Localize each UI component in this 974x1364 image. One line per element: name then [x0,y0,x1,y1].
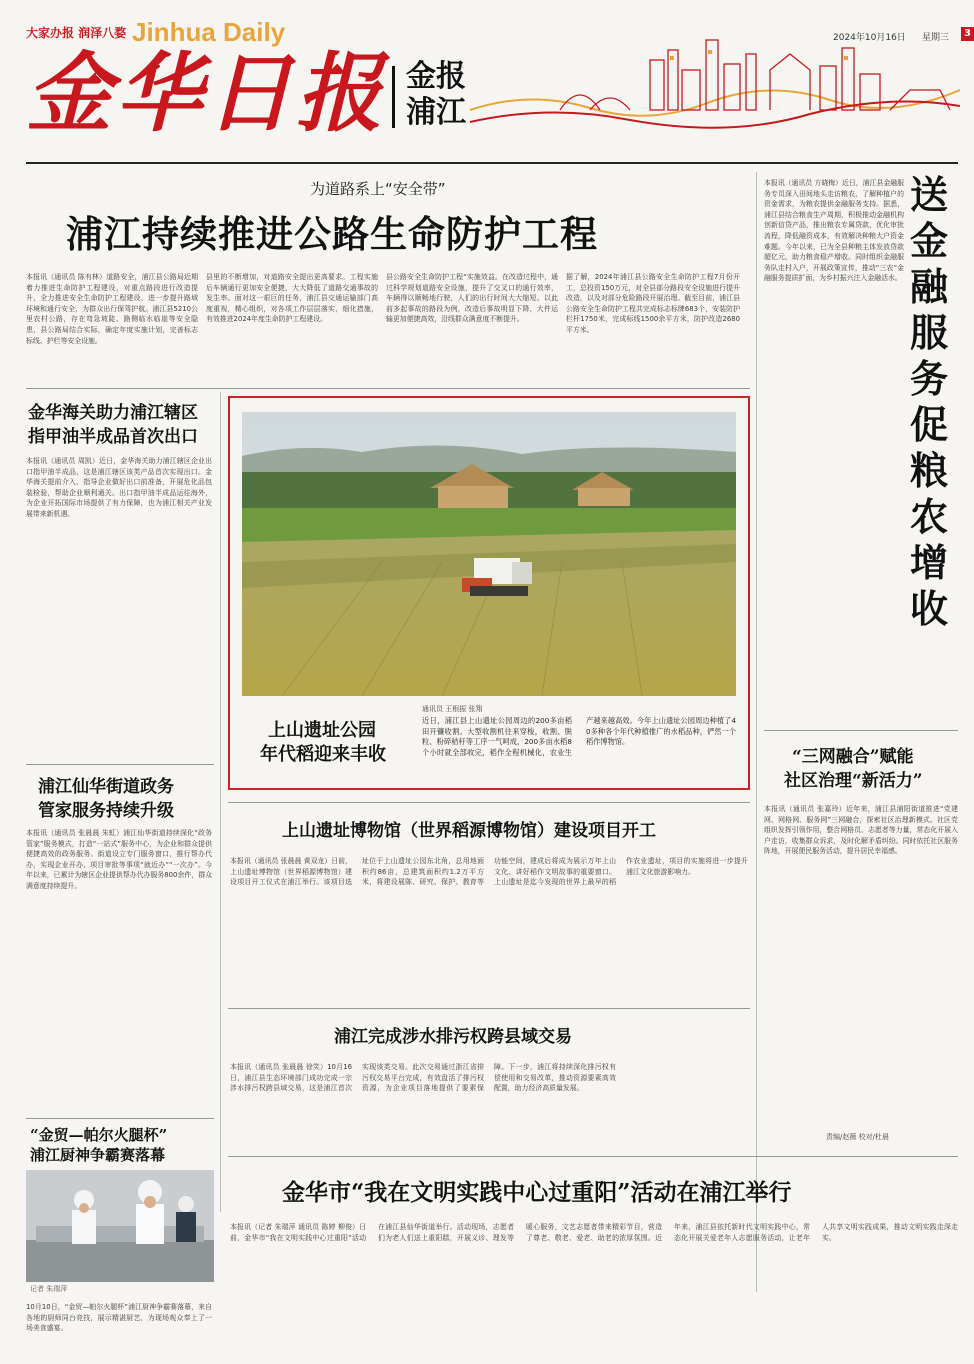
feature-box [228,396,750,790]
right-b-title-1: “三网融合”赋能 [792,747,914,767]
bottom-headline: 金华市“我在文明实践中心过重阳”活动在浦江举行 [282,1179,792,1206]
page-number-badge [961,27,974,41]
lead-col-2: 县里的不断增加，对道路安全提出更高要求。工程实施后车辆通行更加安全便捷，大大降低了道路交通事故的发生率。面对这一艰巨的任务，浦江县交通运输部门高度重视，精心组织，对各项工作层层落实，细化措施，有效推进2024年度生命防护工程建设。 [206,273,378,324]
edition-name-line2: 浦江 [406,95,466,130]
right-b-title-2: 社区治理“新活力” [784,771,923,791]
lead-col-3: 县公路安全生命防护工程“实施效益。在改造过程中，通过科学规划道路安全设施，提升了交叉口的通行效率，车辆得以顺畅地行驶，人们的出行时间大大缩短。以此前多起事故的路段为例，改造后事故明显下降，大件运输更加便捷高效，沿线群众满意度不断提升。 [386,273,558,324]
feature-title-1: 上山遗址公园 [268,720,376,741]
left-a-title-1: 金华海关助力浦江辖区 [28,403,198,423]
page-number: 3 [964,28,971,39]
left-b-rule [26,1118,214,1119]
sewage-headline: 浦江完成涉水排污权跨县域交易 [334,1027,572,1047]
paper-name-logo: 金华日报 [26,43,386,144]
left-a-body: 本报讯（通讯员 周凯）近日，金华海关助力浦江辖区企业出口指甲油半成品，这是浦江辖区该类产品首次实现出口。金华海关提前介入，指导企业做好出口前准备，开展危化品包装检验，帮助企业顺利通关。出口指甲油半成品运往海外，为企业开拓国际市场提供了有力保障，也为浦江相关产业发展带来新机遇。 [26,457,212,518]
feature-title-2: 年代稻迎来丰收 [260,744,386,765]
lead-kicker: 为道路系上“安全带” [310,180,446,198]
sewage-body: 本报讯（通讯员 张晨晨 徐笑）10月16日，浦江县生态环境部门成功完成一宗涉水排污权跨县域交易，这是浦江首次实现该类交易。此次交易通过浙江省排污权交易平台完成，有效盘活了排污权资源，为企业项目落地提供了要素保障。下一步，浦江将持续深化排污权有偿使用和交易改革，推动资源要素高效配置，助力经济高质量发展。 [230,1063,616,1093]
rice-harvest-image [242,412,736,696]
lead-headline: 浦江持续推进公路生命防护工程 [66,213,598,256]
museum-body: 本报讯（通讯员 张晨晨 黄双龙）日前，上山遗址博物馆（世界稻源博物馆）建设项目开工仪式在浦江举行。该项目选址位于上山遗址公园东北角，总用地面积约86亩，总建筑面积约1.2万平方米，将建设展陈、研究、保护、教育等功能空间，建成后将成为展示万年上山文化、讲好稻作文明故事的重要窗口。上山遗址是迄今发现的世界上最早的稻作农业遗址，项目的实施将进一步提升浦江文化旅游影响力。 [230,857,748,887]
museum-headline: 上山遗址博物馆（世界稻源博物馆）建设项目开工 [282,821,656,841]
lead-col-4: 据了解，2024年浦江县公路安全生命防护工程7月份开工，总投资150万元，对全县部分路段安全设施进行提升改造，以及对部分危险路段开展治理。截至目前，浦江县公路安全生命防护工程共完成标志标牌683个，安装防护栏杆1750米，完成标线1500余平方米，防护改造2680平方米。 [566,273,740,334]
rice-harvest-photo [242,412,736,696]
lead-bottom-rule [26,388,750,389]
feature-credit: 通讯员 王根振 张翔 [422,705,483,713]
lead-col-1: 本报讯（通讯员 陈有林）道路安全，浦江县公路局近期着力推进生命防护工程建设，对重点路段进行改造提升，全力推进安全生命防护工程建设，进一步提升路域环境和通行安全，为群众出行保驾护航。浦江县5210公里农村公路，存在弯急坡陡、路侧临水临崖等安全隐患，县公路局结合实际，确定年度实施计划，完善标志标线、护栏等安全设施。 [26,273,198,345]
sewage-top-rule [228,1008,750,1009]
museum-top-rule [228,802,750,803]
left-a-title-2: 指甲油半成品首次出口 [28,427,198,447]
right-top-title: 送金融服务 促粮农增收 [910,172,949,631]
issue-weekday: 星期三 [922,33,950,43]
left-b-title-2: 管家服务持续升级 [38,801,174,821]
right-top-body: 本报讯（通讯员 方晓梅）近日，浦江县金融服务专员深入田间地头走访粮农，了解种植户的资金需求，为粮农提供金融服务支持。据悉，浦江县结合粮食生产周期，积极推动金融机构创新信贷产品，推出粮农专属贷款，优化审批流程，降低融资成本，有效解决种粮大户资金难题。今年以来，已为全县种粮主体发放贷款超亿元，助力粮食稳产增收。同时组织金融服务队走村入户，开展政策宣传，推动“三农”金融服务提质扩面，为乡村振兴注入金融活水。 [764,179,905,283]
masthead-rule [26,162,958,164]
english-name: Jinhua Daily [132,17,286,47]
left-b-body: 本报讯（通讯员 张晨晨 朱虹）浦江仙华街道持续深化“政务管家”服务模式，打造“一站式”服务中心，为企业和群众提供便捷高效的政务服务。街道设立专门服务窗口，推行帮办代办，实现企业开办、项目审批等事项“就近办”“一次办”。今年以来，已累计为辖区企业提供帮办代办服务800余件，群众满意度持续提升。 [26,829,212,890]
bottom-top-rule [228,1156,958,1157]
masthead [0,0,974,160]
page-editor-credit: 责编/赵薇 校对/杜晨 [826,1133,889,1141]
slogan: 大家办报 润泽八婺 [26,26,127,40]
left-b-title-1: 浦江仙华街道政务 [38,777,174,797]
left-c-title-2: 浦江厨神争霸赛落幕 [30,1146,166,1164]
left-c-photo-credit: 记者 朱瑞萍 [30,1285,68,1293]
chef-competition-photo [26,1170,214,1282]
left-c-body: 10月10日，“金贸—帕尔火腿杯”浦江厨神争霸赛落幕，来自各地的厨师同台竞技，展示精湛厨艺，为现场观众奉上了一场美食盛宴。 [26,1303,212,1333]
city-skyline-illustration [470,30,960,140]
edition-name-line1: 金报 [406,59,466,94]
right-b-body: 本报讯（通讯员 张嘉玲）近年来，浦江县浦阳街道推进“党建网、网格网、服务网”三网融合，探索社区治理新模式。社区党组织发挥引领作用，整合网格员、志愿者等力量，常态化开展入户走访，收集群众诉求，及时化解矛盾纠纷。同时依托社区服务阵地，开展便民服务活动，提升居民幸福感。 [764,805,958,856]
chef-competition-image [26,1170,214,1282]
issue-date: 2024年10月16日 [833,33,906,43]
left-c-title-1: “金贸—帕尔火腿杯” [30,1126,168,1144]
bottom-body: 本报讯（记者 朱瑞萍 通讯员 陈婷 柳俊）日前，金华市“我在文明实践中心过重阳”活动在浦江县仙华街道举行。活动现场，志愿者们为老人们送上重阳糕，开展义诊、理发等暖心服务，文艺志愿者带来精彩节目，营造了尊老、敬老、爱老、助老的浓厚氛围。近年来，浦江县依托新时代文明实践中心，常态化开展关爱老年人志愿服务活动，让老年人共享文明实践成果，推动文明实践走深走实。 [230,1223,958,1242]
right-b-top-rule [764,730,958,731]
left-a-rule [26,764,214,765]
left-column-rule [220,392,221,1212]
feature-caption: 近日，浦江县上山遗址公园周边的200多亩稻田开镰收割。大型收割机往来穿梭，收割、脱粒、粉碎秸秆等工序一气呵成，200多亩水稻8个小时就全部收完，稻作全程机械化，农业生产越来越高效。今年上山遗址公园周边种植了40多种各个年代种植推广的水稻品种，俨然一个稻作博物馆。 [422,716,736,757]
edition-divider [392,66,395,128]
right-column-rule [756,172,757,1292]
